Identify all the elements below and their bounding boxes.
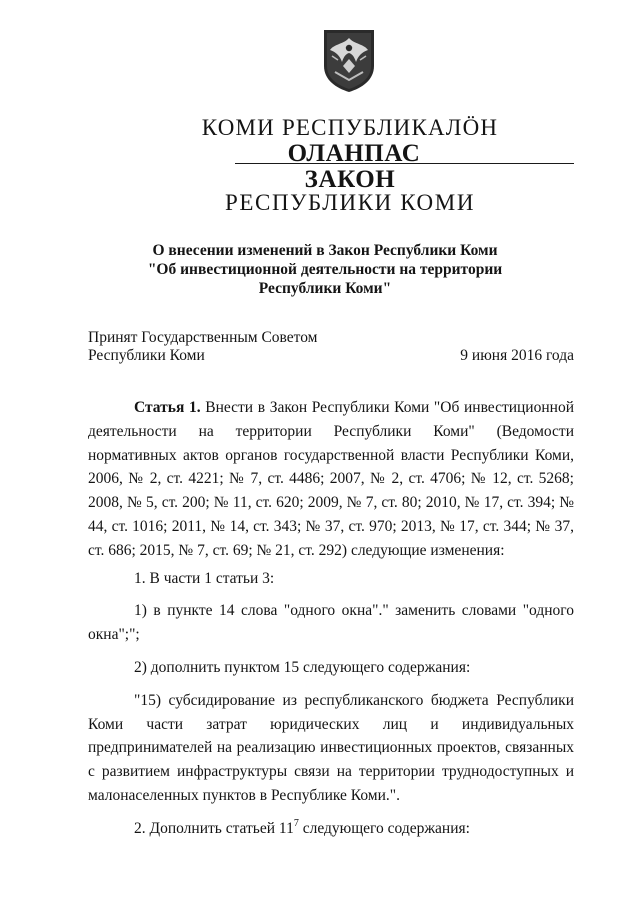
law-title-line-3: Республики Коми" [258,280,392,297]
law-title [0,241,640,298]
item-1-2-quote: "15) субсидирование из республиканского бюджета Республики Коми части затрат юридических лиц и индивидуальных предпринимателей на реализацию инвестиционных проектов, связанных с развитием инфраструктуры связи на территории труднодоступных и малонаселенных пунктов в Республике Коми.". [88,691,574,804]
header-divider [235,163,574,164]
item-1: 1. В части 1 статьи 3: [134,569,275,587]
adoption-line-1: Принят Государственным Советом [88,329,318,346]
article-1-paragraph [88,396,574,563]
coat-of-arms-emblem [320,26,378,94]
item-1-1: 1) в пункте 14 слова "одного окна"." заменить словами "одного окна";"; [88,602,574,644]
law-body [88,396,574,841]
law-title-line-1: О внесении изменений в Закон Республики Коми [152,242,498,259]
header-komi-line: КОМИ РЕСПУБЛИКАЛÖН [201,115,499,140]
item-2 [88,817,574,841]
header-zakon: ЗАКОН [304,166,396,193]
item-2-prefix: 2. Дополнить статьей 11 [134,819,294,837]
adoption-block [88,329,318,365]
adoption-line-2: Республики Коми [88,347,205,364]
law-title-line-2: "Об инвестиционной деятельности на территории [147,261,503,278]
item-2-suffix: следующего содержания: [298,819,470,837]
adoption-date: 9 июня 2016 года [460,347,574,364]
header-republic: РЕСПУБЛИКИ КОМИ [224,190,476,215]
header-olanpas: ОЛАНПАС [287,140,421,167]
item-2-superscript: 7 [293,817,299,829]
article-1-label: Статья 1. [134,399,201,416]
article-1-text: Внести в Закон Республики Коми "Об инвестиционной деятельности на территории Республики Коми" (Ведомости нормативных актов органов государственной власти Республики Коми, 2006, № 2, ст. 4221; № 7, ст. 4486; 2007, № 2, ст. 4706; № 12, ст. 5268; 2008, № 5, ст. 200; № 11, ст. 620; 2009, № 7, ст. 80; 2010, № 17, ст. 394; № 44, ст. 1016; 2011, № 14, ст. 343; № 37, ст. 970; 2013, № 17, ст. 344; № 37, ст. 686; 2015, № 7, ст. 69; № 21, ст. 292) следующие изменения: [88,399,574,559]
item-1-2: 2) дополнить пунктом 15 следующего содержания: [134,658,471,676]
